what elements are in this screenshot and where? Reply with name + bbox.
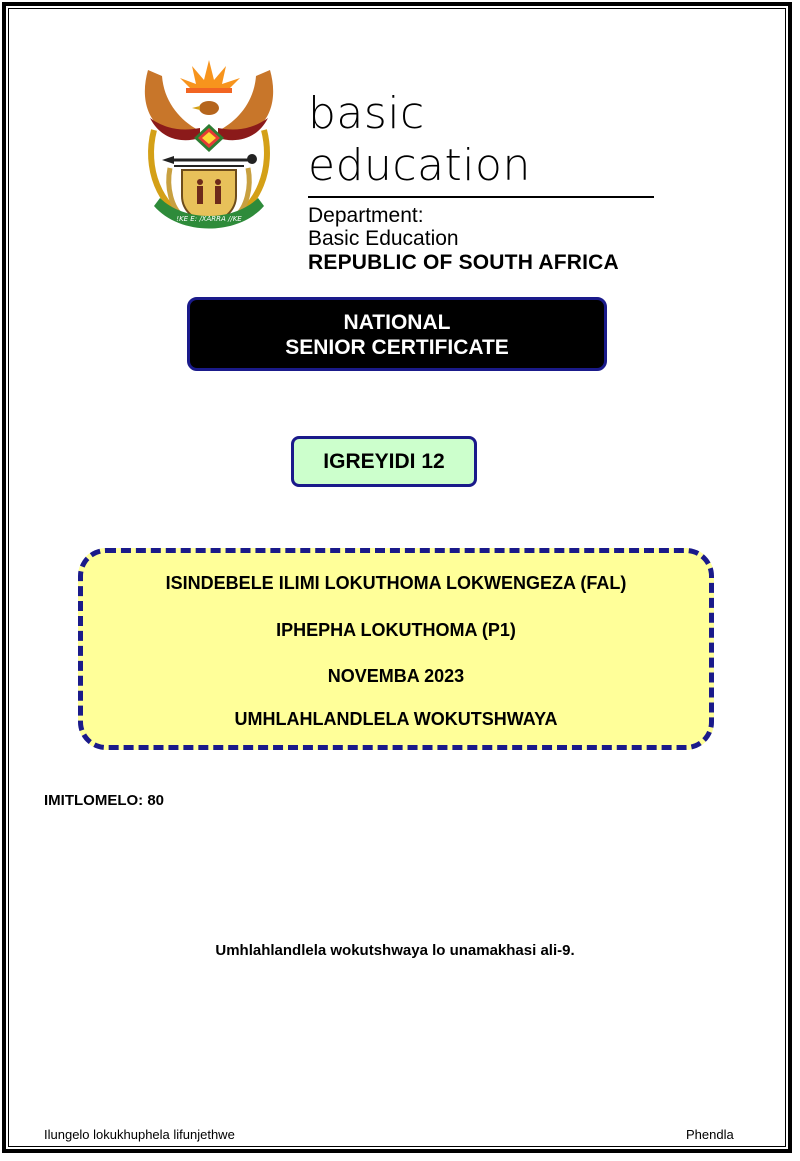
- subject-panel: [78, 548, 714, 750]
- certificate-line-2: SENIOR CERTIFICATE: [285, 336, 509, 359]
- footer-next-page: Phendla: [686, 1127, 734, 1142]
- department-label: Department:: [308, 204, 424, 227]
- department-name: Basic Education: [308, 227, 459, 250]
- brand-divider: [308, 196, 654, 198]
- brand-title: basic education: [308, 88, 531, 191]
- document-header: [140, 58, 660, 274]
- paper-name: IPHEPHA LOKUTHOMA (P1): [276, 620, 516, 640]
- page-count-note: Umhlahlandlela wokutshwaya lo unamakhasi ali-9.: [215, 942, 575, 959]
- grade-badge: IGREYIDI 12: [291, 436, 477, 487]
- coat-of-arms-icon: [140, 58, 278, 233]
- subject-name: ISINDEBELE ILIMI LOKUTHOMA LOKWENGEZA (FAL): [165, 573, 627, 593]
- brand-block: [308, 88, 656, 275]
- country-name: REPUBLIC OF SOUTH AFRICA: [308, 251, 619, 274]
- certificate-banner: [187, 297, 607, 371]
- footer-copyright: Ilungelo lokukhuphela lifunjethwe: [44, 1127, 235, 1142]
- svg-text:!KE E: /XARRA //KE: !KE E: /XARRA //KE: [176, 215, 242, 223]
- total-marks: IMITLOMELO: 80: [44, 792, 164, 809]
- certificate-line-1: NATIONAL: [343, 311, 451, 334]
- exam-date: NOVEMBA 2023: [327, 666, 465, 686]
- document-type: UMHLAHLANDLELA WOKUTSHWAYA: [234, 709, 558, 729]
